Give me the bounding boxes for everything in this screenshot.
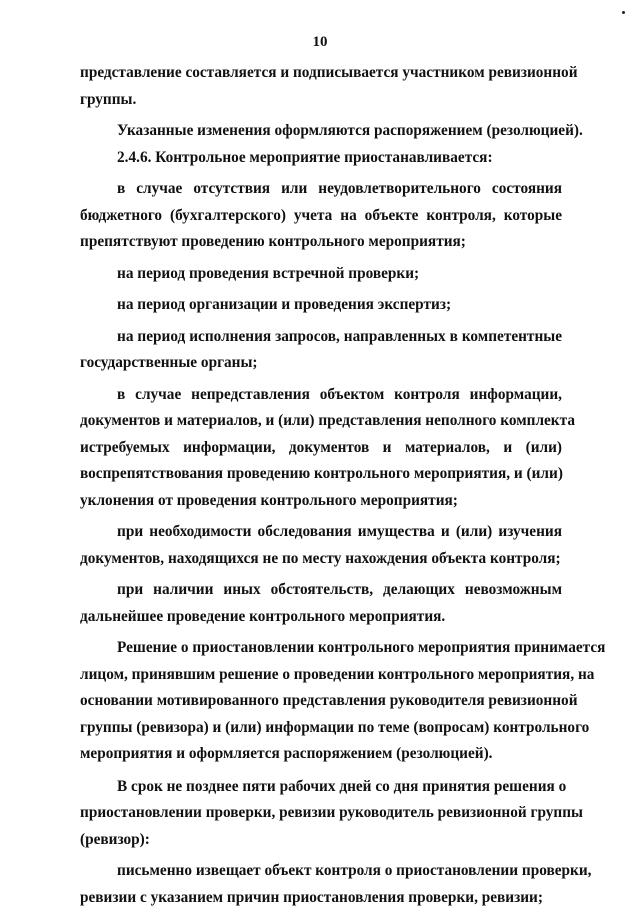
text-line: на период исполнения запросов, направленных в компетентные [80, 324, 562, 351]
paragraph-9 [80, 519, 562, 572]
text-line: на период проведения встречной проверки; [117, 261, 562, 288]
paragraph-8 [80, 382, 562, 515]
text-line: при необходимости обследования имущества и (или) изучения [80, 519, 562, 546]
text-line: представление составляется и подписывается участником ревизионной [80, 60, 562, 87]
text-line: лицом, принявшим решение о проведении контрольного мероприятия, на [80, 662, 562, 689]
text-line: 2.4.6. Контрольное мероприятие приостанавливается: [117, 145, 562, 172]
text-line: воспрепятствования проведению контрольного мероприятия, и (или) [80, 461, 562, 488]
paragraph-10 [80, 577, 562, 630]
paragraph-3 [80, 145, 562, 172]
text-line: группы. [80, 87, 562, 114]
text-line: основании мотивированного представления руководителя ревизионной [80, 688, 562, 715]
text-line: (ревизор): [80, 827, 562, 854]
text-line: препятствуют проведению контрольного мероприятия; [80, 229, 562, 256]
scan-speck [622, 11, 625, 14]
text-line: в случае отсутствия или неудовлетворительного состояния [80, 176, 562, 203]
text-line: письменно извещает объект контроля о приостановлении проверки, [80, 858, 562, 885]
text-line: документов, находящихся не по месту нахождения объекта контроля; [80, 546, 562, 573]
paragraph-5 [80, 261, 562, 288]
text-line: государственные органы; [80, 350, 562, 377]
paragraph-13 [80, 858, 562, 911]
text-line: в случае непредставления объектом контроля информации, [80, 382, 562, 409]
text-line: мероприятия и оформляется распоряжением (резолюцией). [80, 741, 562, 768]
text-line: бюджетного (бухгалтерского) учета на объекте контроля, которые [80, 203, 562, 230]
paragraph-2 [80, 118, 562, 145]
text-line: В срок не позднее пяти рабочих дней со дня принятия решения о [80, 774, 562, 801]
text-line: ревизии с указанием причин приостановления проверки, ревизии; [80, 885, 562, 911]
paragraph-1 [80, 60, 562, 113]
text-line: приостановлении проверки, ревизии руководитель ревизионной группы [80, 800, 562, 827]
paragraph-11 [80, 635, 562, 768]
document-body [80, 60, 562, 911]
page-number: 10 [0, 34, 640, 51]
paragraph-4 [80, 176, 562, 256]
text-line: Решение о приостановлении контрольного мероприятия принимается [80, 635, 562, 662]
text-line: уклонения от проведения контрольного мероприятия; [80, 488, 562, 515]
paragraph-12 [80, 774, 562, 854]
text-line: документов и материалов, и (или) представления неполного комплекта [80, 408, 562, 435]
text-line: при наличии иных обстоятельств, делающих невозможным [80, 577, 562, 604]
text-line: дальнейшее проведение контрольного мероприятия. [80, 604, 562, 631]
paragraph-7 [80, 324, 562, 377]
text-line: истребуемых информации, документов и материалов, и (или) [80, 435, 562, 462]
text-line: группы (ревизора) и (или) информации по теме (вопросам) контрольного [80, 715, 562, 742]
paragraph-6 [80, 292, 562, 319]
text-line: на период организации и проведения экспертиз; [117, 292, 562, 319]
text-line: Указанные изменения оформляются распоряжением (резолюцией). [117, 118, 562, 145]
